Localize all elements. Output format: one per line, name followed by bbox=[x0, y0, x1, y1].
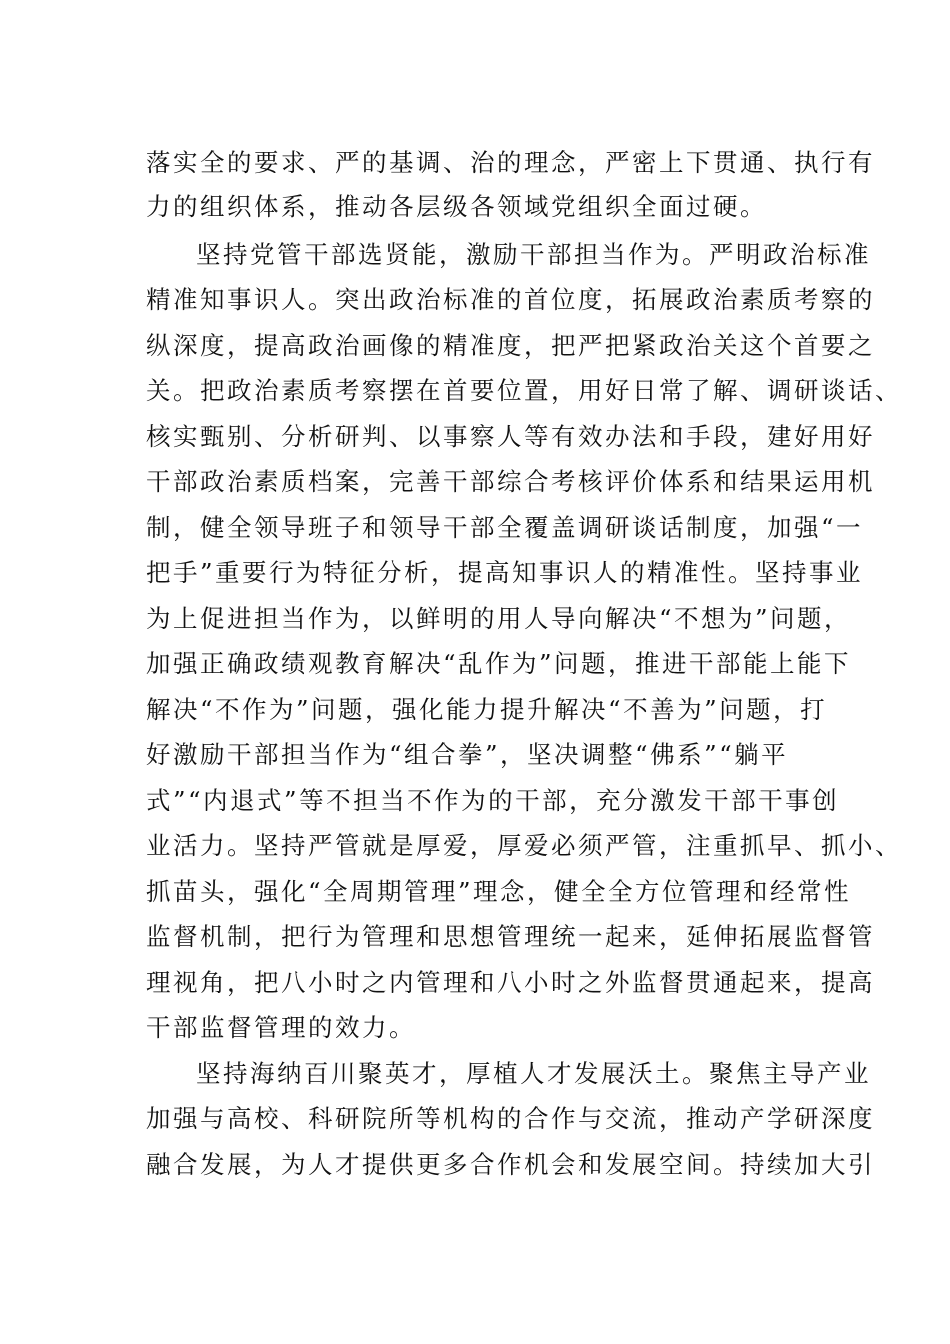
text-line: 业活力。坚持严管就是厚爱，厚爱必须严管，注重抓早、抓小、 bbox=[146, 831, 902, 860]
text-line: 落实全的要求、严的基调、治的理念，严密上下贯通、执行有 bbox=[146, 148, 875, 177]
paragraph-first-line: 坚持海纳百川聚英才，厚植人才发展沃土。聚焦主导产业 bbox=[196, 1059, 871, 1088]
text-line: 为上促进担当作为，以鲜明的用人导向解决“不想为”问题， bbox=[146, 604, 852, 633]
text-line: 纵深度，提高政治画像的精准度，把严把紧政治关这个首要之 bbox=[146, 331, 875, 360]
text-line: 关。把政治素质考察摆在首要位置，用好日常了解、调研谈话、 bbox=[146, 376, 902, 405]
text-line: 核实甄别、分析研判、以事察人等有效办法和手段，建好用好 bbox=[146, 422, 875, 451]
text-line: 解决“不作为”问题，强化能力提升解决“不善为”问题，打 bbox=[146, 695, 828, 724]
text-line: 加强正确政绩观教育解决“乱作为”问题，推进干部能上能下 bbox=[146, 649, 852, 678]
text-line: 好激励干部担当作为“组合拳”，坚决调整“佛系”“躺平 bbox=[146, 740, 789, 769]
text-line: 把手”重要行为特征分析，提高知事识人的精准性。坚持事业 bbox=[146, 558, 864, 587]
text-line: 力的组织体系，推动各层级各领域党组织全面过硬。 bbox=[146, 192, 767, 221]
text-line: 融合发展，为人才提供更多合作机会和发展空间。持续加大引 bbox=[146, 1150, 875, 1179]
text-line: 精准知事识人。突出政治标准的首位度，拓展政治素质考察的 bbox=[146, 285, 875, 314]
paragraph-first-line: 坚持党管干部选贤能，激励干部担当作为。严明政治标准 bbox=[196, 240, 871, 269]
text-line: 抓苗头，强化“全周期管理”理念，健全全方位管理和经常性 bbox=[146, 877, 852, 906]
text-line: 干部监督管理的效力。 bbox=[146, 1013, 416, 1042]
text-line: 制，健全领导班子和领导干部全覆盖调研谈话制度，加强“一 bbox=[146, 513, 864, 542]
text-line: 干部政治素质档案，完善干部综合考核评价体系和结果运用机 bbox=[146, 467, 875, 496]
text-line: 式”“内退式”等不担当不作为的干部，充分激发干部干事创 bbox=[146, 786, 840, 815]
text-line: 加强与高校、科研院所等机构的合作与交流，推动产学研深度 bbox=[146, 1104, 875, 1133]
text-line: 理视角，把八小时之内管理和八小时之外监督贯通起来，提高 bbox=[146, 968, 875, 997]
text-line: 监督机制，把行为管理和思想管理统一起来，延伸拓展监督管 bbox=[146, 922, 875, 951]
